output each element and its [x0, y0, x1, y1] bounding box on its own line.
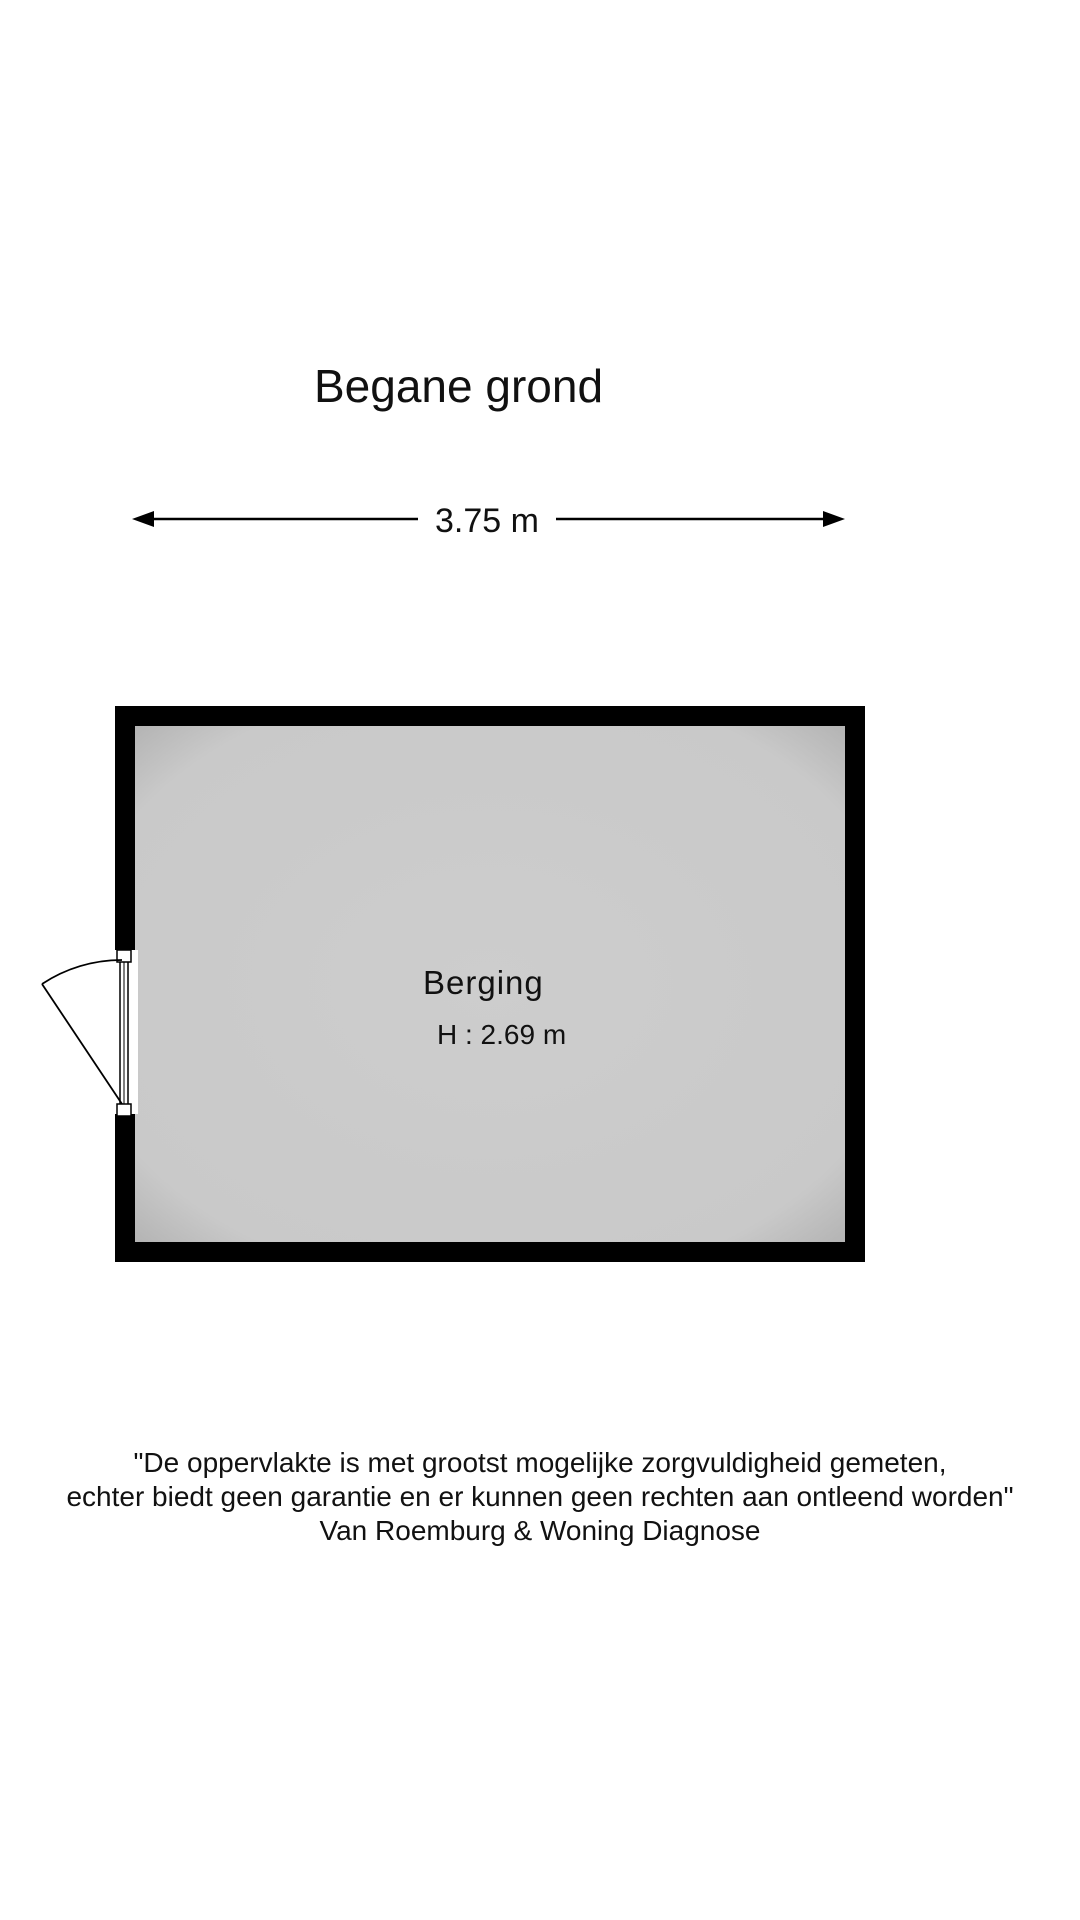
- door: [42, 950, 138, 1116]
- floor-title: Begane grond: [314, 360, 604, 412]
- door-jamb-bottom: [117, 1104, 131, 1116]
- width-dimension: [132, 502, 845, 540]
- door-swing-arc: [42, 960, 122, 984]
- room-name: Berging: [423, 964, 544, 1001]
- arrow-right-icon: [823, 511, 845, 527]
- door-leaf: [42, 984, 122, 1104]
- disclaimer-line: Van Roemburg & Woning Diagnose: [319, 1515, 761, 1546]
- disclaimer: [0, 1446, 1080, 1548]
- door-opening: [112, 950, 138, 1114]
- arrow-left-icon: [132, 511, 154, 527]
- disclaimer-line: echter biedt geen garantie en er kunnen geen rechten aan ontleend worden": [66, 1481, 1014, 1512]
- disclaimer-line: "De oppervlakte is met grootst mogelijke zorgvuldigheid gemeten,: [133, 1447, 947, 1478]
- dimension-label: 3.75 m: [435, 502, 539, 540]
- room-height: H : 2.69 m: [437, 1019, 567, 1050]
- room-berging: [42, 706, 865, 1262]
